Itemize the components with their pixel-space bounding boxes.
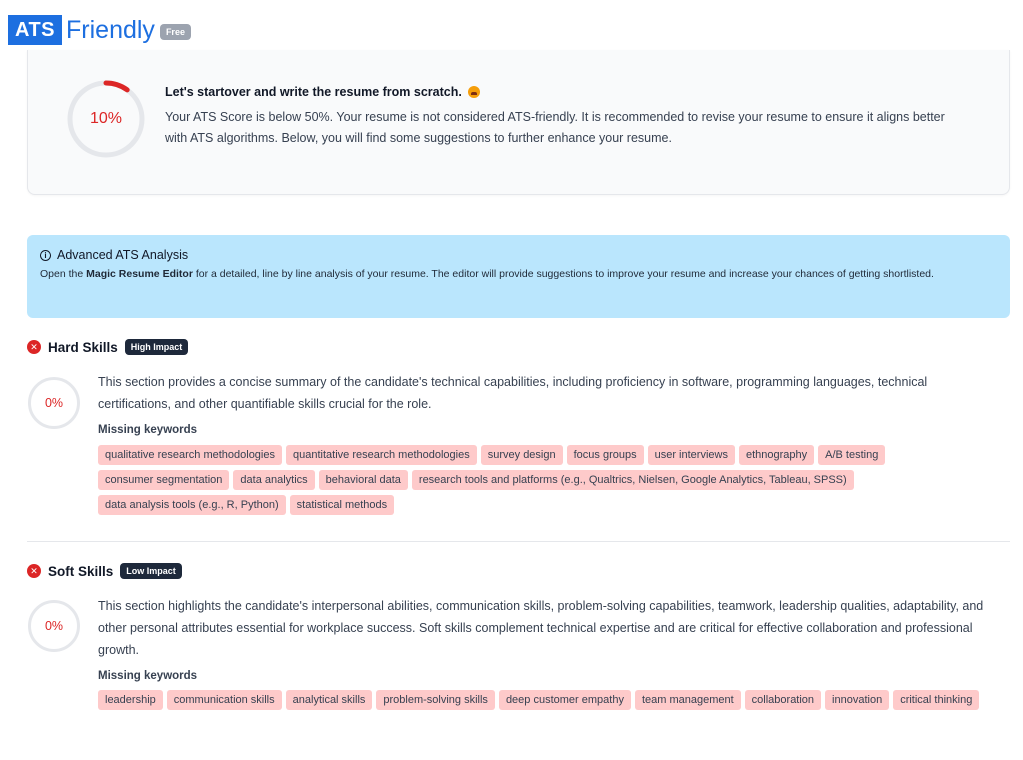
hard-skills-header [27,337,1010,357]
soft-skills-title: Soft Skills [48,563,114,579]
missing-keyword-chip: A/B testing [818,445,885,465]
missing-keyword-chip: team management [635,690,741,710]
logo-ats-text: ATS [8,15,62,45]
score-title-text: Let's startover and write the resume from scratch. [165,85,462,99]
score-ring [66,79,146,159]
app-logo[interactable] [8,15,191,45]
missing-keyword-chip: consumer segmentation [98,470,229,490]
missing-keyword-chip: data analysis tools (e.g., R, Python) [98,495,286,515]
advanced-analysis-alert [27,235,1010,318]
soft-skills-description: This section highlights the candidate's interpersonal abilities, communication skills, problem-solving capabilities, teamwork, leadership qualities, adaptability, and other personal attributes essential for workplace success. Soft skills complement technical expertise and are critical for effective collaboration and professional growth. [98,599,984,657]
missing-keyword-chip: focus groups [567,445,644,465]
worried-face-icon [468,86,480,98]
hard-skills-score-percent: 0% [44,396,64,410]
score-percent: 10% [89,110,123,127]
missing-keyword-chip: communication skills [167,690,282,710]
hard-skills-description: This section provides a concise summary of the candidate's technical capabilities, including proficiency in software, programming languages, technical certifications, and other quantifiable skills crucial for the role. [98,375,928,411]
soft-skills-header [27,561,1010,581]
hard-skills-missing-label: Missing keywords [98,424,198,436]
missing-keyword-chip: deep customer empathy [499,690,631,710]
missing-keyword-chip: user interviews [648,445,735,465]
score-description: Your ATS Score is below 50%. Your resume is not considered ATS-friendly. It is recommended to revise your resume to ensure it aligns better with ATS algorithms. Below, you will find some suggestions to further enhance your resume. [165,110,945,145]
section-divider [27,541,1010,542]
missing-keyword-chip: ethnography [739,445,814,465]
missing-keyword-chip: survey design [481,445,563,465]
soft-skills-score-percent: 0% [44,619,64,633]
info-icon: i [40,250,51,261]
missing-keyword-chip: analytical skills [286,690,373,710]
advanced-analysis-title [40,248,997,262]
missing-keyword-chip: collaboration [745,690,821,710]
plan-badge: Free [160,24,191,40]
missing-keyword-chip: qualitative research methodologies [98,445,282,465]
advanced-analysis-title-text: Advanced ATS Analysis [57,248,189,262]
missing-keyword-chip: research tools and platforms (e.g., Qualtrics, Nielsen, Google Analytics, Tableau, SPSS) [412,470,854,490]
missing-keyword-chip: innovation [825,690,889,710]
hard-skills-keywords [98,445,988,515]
missing-keyword-chip: statistical methods [290,495,394,515]
soft-skills-missing-label: Missing keywords [98,670,198,682]
advanced-desc-before: Open the [40,268,87,280]
missing-keyword-chip: leadership [98,690,163,710]
advanced-analysis-description [40,265,997,284]
ats-score-card [27,50,1010,195]
impact-badge: Low Impact [120,563,182,579]
error-icon: ✕ [27,340,41,354]
missing-keyword-chip: quantitative research methodologies [286,445,477,465]
hard-skills-section [27,337,1010,527]
soft-skills-section [27,561,1010,751]
soft-skills-keywords [98,690,988,710]
impact-badge: High Impact [125,339,189,355]
hard-skills-score-ring [27,376,81,430]
advanced-desc-after: for a detailed, line by line analysis of your resume. The editor will provide suggestions to improve your resume and increase your chances of getting shortlisted. [192,268,934,280]
missing-keyword-chip: data analytics [233,470,314,490]
error-icon: ✕ [27,564,41,578]
soft-skills-score-ring [27,599,81,653]
logo-friendly-text: Friendly [66,16,155,44]
magic-resume-editor-link[interactable]: Magic Resume Editor [86,268,193,280]
missing-keyword-chip: critical thinking [893,690,979,710]
score-title [165,85,480,99]
missing-keyword-chip: problem-solving skills [376,690,495,710]
missing-keyword-chip: behavioral data [319,470,408,490]
hard-skills-title: Hard Skills [48,339,118,355]
